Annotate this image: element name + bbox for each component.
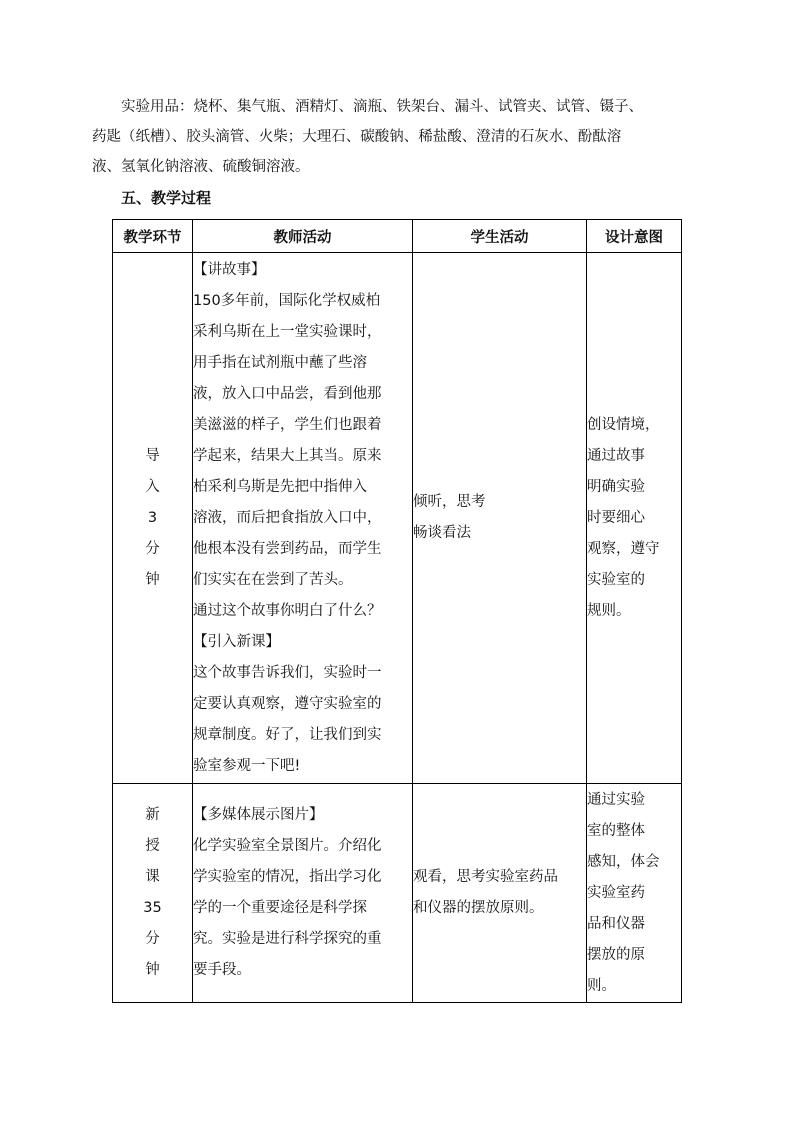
student-line: 观看，思考实验室药品 <box>413 869 558 885</box>
stage-char: 分 <box>145 540 160 557</box>
stage-char: 导 <box>145 447 160 464</box>
student-line: 和仪器的摆放原则。 <box>413 900 544 916</box>
materials-paragraph <box>92 92 702 182</box>
stage-char: 课 <box>145 869 160 885</box>
header-stage: 教学环节 <box>113 220 193 253</box>
teacher-line: 柏采利乌斯是先把中指伸入 <box>193 478 367 495</box>
purpose-line: 实验室的 <box>587 571 645 588</box>
stage-char: 授 <box>145 838 160 854</box>
teacher-line: 【多媒体展示图片】 <box>193 807 324 823</box>
purpose-line: 室的整体 <box>587 822 645 839</box>
student-line: 畅谈看法 <box>413 525 471 541</box>
teacher-line: 要手段。 <box>193 962 251 978</box>
header-student-activity: 学生活动 <box>413 220 587 253</box>
materials-line-1: 实验用品：烧杯、集气瓶、酒精灯、滴瓶、铁架台、漏斗、试管夹、试管、镊子、 <box>121 99 643 115</box>
table-row <box>113 253 682 784</box>
stage-cell-intro <box>113 253 193 784</box>
student-line: 倾听，思考 <box>413 494 486 510</box>
teacher-line: 规章制度。好了，让我们到实 <box>193 726 382 743</box>
teacher-line: 通过这个故事你明白了什么？ <box>193 602 382 619</box>
teacher-line: 美滋滋的样子，学生们也跟着 <box>193 416 382 433</box>
stage-char: 入 <box>145 478 160 495</box>
teacher-activity-cell <box>193 253 413 784</box>
stage-char: 钟 <box>145 571 160 588</box>
teacher-line: 150多年前，国际化学权威柏 <box>193 292 381 309</box>
teacher-line: 究。实验是进行科学探究的重 <box>193 931 382 947</box>
teacher-line: 验室参观一下吧! <box>193 757 301 774</box>
stage-char: 3 <box>147 509 158 526</box>
teacher-line: 【讲故事】 <box>193 261 266 278</box>
header-design-intent: 设计意图 <box>587 220 682 253</box>
purpose-line: 实验室药 <box>587 884 645 901</box>
header-teacher-activity: 教师活动 <box>193 220 413 253</box>
stage-char: 新 <box>145 807 160 823</box>
purpose-line: 创设情境， <box>587 416 660 433</box>
teacher-line: 定要认真观察，遵守实验室的 <box>193 695 382 712</box>
stage-char: 分 <box>145 931 160 947</box>
purpose-line: 通过故事 <box>587 447 645 464</box>
materials-line-3: 液、氢氧化钠溶液、硫酸铜溶液。 <box>92 159 310 175</box>
teacher-line: 溶液，而后把食指放入口中， <box>193 509 382 526</box>
materials-line-2: 药匙（纸槽）、胶头滴管、火柴；大理石、碳酸钠、稀盐酸、澄清的石灰水、酚酞溶 <box>92 129 622 145</box>
teacher-line: 学实验室的情况，指出学习化 <box>193 869 382 885</box>
teacher-line: 他根本没有尝到药品，而学生 <box>193 540 382 557</box>
design-intent-cell <box>587 784 682 1003</box>
stage-char: 35 <box>143 900 162 916</box>
teacher-line: 们实实在在尝到了苦头。 <box>193 571 353 588</box>
purpose-line: 时要细心 <box>587 509 645 526</box>
purpose-line: 摆放的原 <box>587 946 645 963</box>
teacher-line: 学的一个重要途径是科学探 <box>193 900 367 916</box>
student-activity-cell <box>413 784 587 1003</box>
teacher-line: 用手指在试剂瓶中蘸了些溶 <box>193 354 367 371</box>
purpose-line: 感知，体会 <box>587 853 660 870</box>
purpose-line: 则。 <box>587 977 616 994</box>
student-activity-cell <box>413 253 587 784</box>
stage-char: 钟 <box>145 962 160 978</box>
table-header-row <box>113 220 682 253</box>
purpose-line: 观察，遵守 <box>587 540 660 557</box>
teacher-line: 采利乌斯在上一堂实验课时， <box>193 323 382 340</box>
purpose-line: 规则。 <box>587 602 631 619</box>
purpose-line: 明确实验 <box>587 478 645 495</box>
design-intent-cell <box>587 253 682 784</box>
teacher-line: 化学实验室全景图片。介绍化 <box>193 838 382 854</box>
teaching-process-table <box>112 219 682 1003</box>
teacher-activity-cell <box>193 784 413 1003</box>
purpose-line: 品和仪器 <box>587 915 645 932</box>
teacher-line: 【引入新课】 <box>193 633 280 650</box>
section-heading: 五、教学过程 <box>121 189 212 207</box>
teacher-line: 液，放入口中品尝，看到他那 <box>193 385 382 402</box>
table-row <box>113 784 682 1003</box>
purpose-line: 通过实验 <box>587 791 645 808</box>
teacher-line: 学起来，结果大上其当。原来 <box>193 447 382 464</box>
teacher-line: 这个故事告诉我们，实验时一 <box>193 664 382 681</box>
stage-cell-new-lesson <box>113 784 193 1003</box>
